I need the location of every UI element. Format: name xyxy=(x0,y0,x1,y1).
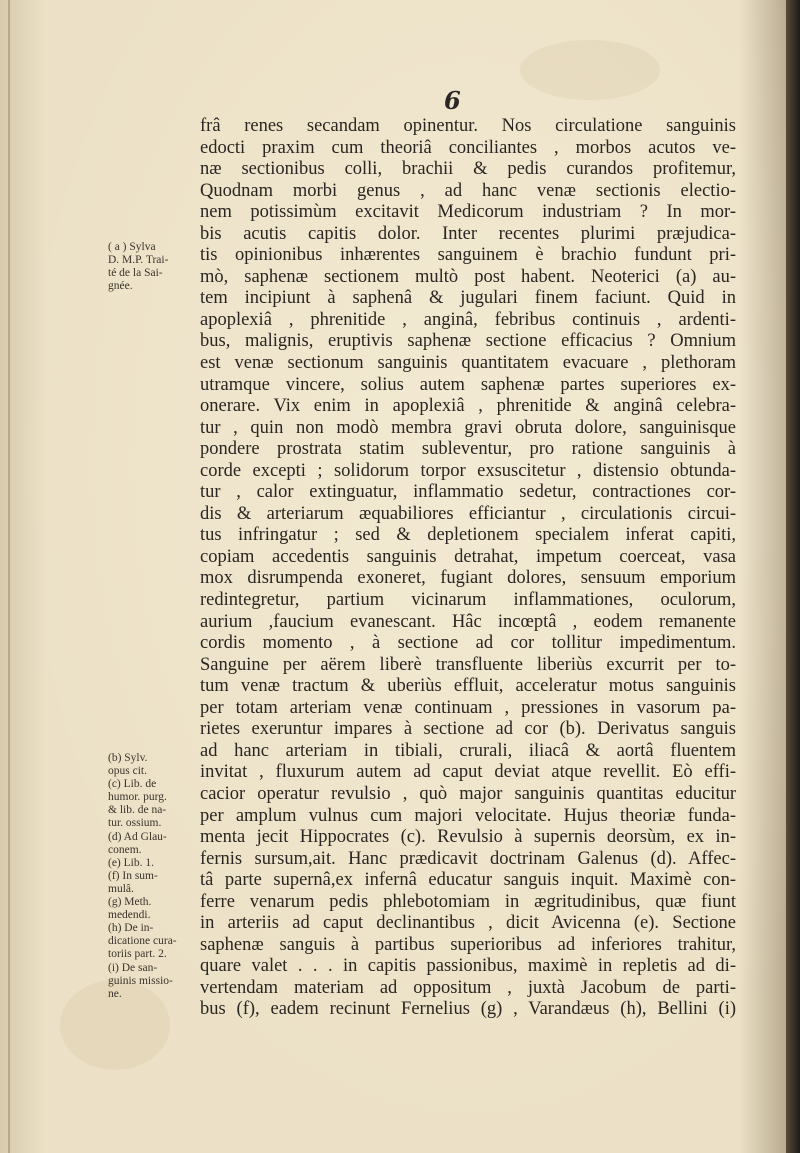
text-line: mox disrumpenda exoneret, fugiant dolores, sensuum emporium xyxy=(200,568,736,589)
marginal-note-line: (c) Lib. de xyxy=(108,778,157,791)
text-line: cordis momento , à sectione ad cor tollitur impedimentum. xyxy=(200,633,736,654)
page-edge-rule xyxy=(8,0,10,1153)
text-line: næ sectionibus colli, brachii & pedis curandos profitemur, xyxy=(200,159,736,180)
text-line: ad hanc arteriam in tibiali, crurali, iliacâ & aortâ fluentem xyxy=(200,740,736,761)
text-line: utramque vincere, solius autem saphenæ partes superiores ex- xyxy=(200,374,736,395)
marginal-note-line: opus cit. xyxy=(108,765,147,778)
text-line: bis acutis capitis dolor. Inter recentes plurimi præjudica- xyxy=(200,223,736,244)
text-line: bus, malignis, eruptivis saphenæ sectione efficacius ? Omnium xyxy=(200,331,736,352)
text-line: tus infringatur ; sed & depletionem specialem inferat capiti, xyxy=(200,525,736,546)
marginal-note-line: toriis part. 2. xyxy=(108,948,167,961)
text-line: vertendam materiam ad oppositum , juxtà Jacobum de parti- xyxy=(200,977,736,998)
text-line: invitat , fluxurum autem ad caput deviat atque revellit. Eò effi- xyxy=(200,762,736,783)
text-line: mò, saphenæ sectionem multò post habent. Neoterici (a) au- xyxy=(200,266,736,287)
text-line: nem potissimùm excitavit Medicorum industriam ? In mor- xyxy=(200,202,736,223)
main-text-block xyxy=(200,116,736,1021)
text-line: tum venæ tractum & uberiùs effluit, acceleratur motus sanguinis xyxy=(200,676,736,697)
text-line: tur , quin non modò membra gravi obruta dolore, sanguinisque xyxy=(200,417,736,438)
marginal-note-line: ( a ) Sylva xyxy=(108,241,156,253)
text-line: tem incipiunt à saphenâ & jugulari finem faciunt. Quid in xyxy=(200,288,736,309)
text-line: tâ parte supernâ,ex infernâ educatur sanguis inquit. Maximè con- xyxy=(200,870,736,891)
text-line: tur , calor extinguatur, inflammatio sedetur, contractiones cor- xyxy=(200,482,736,503)
marginal-note-line: (e) Lib. 1. xyxy=(108,856,154,869)
text-line: tis opinionibus inhærentes sanguinem è brachio fundunt pri- xyxy=(200,245,736,266)
marginal-note-line: (f) In sum- xyxy=(108,869,158,882)
text-line: onerare. Vix enim in apoplexiâ , phrenitide & anginâ celebra- xyxy=(200,396,736,417)
marginal-note-line: (b) Sylv. xyxy=(108,752,148,764)
marginal-note-line: (i) De san- xyxy=(108,961,158,974)
marginal-note-line: dicatione cura- xyxy=(108,935,177,948)
text-line: Sanguine per aërem liberè transfluente liberiùs excurrit per to- xyxy=(200,654,736,675)
text-line: per amplum vulnus cum majori velocitate. Hujus theoriæ funda- xyxy=(200,805,736,826)
text-line: ferre venarum pedis phlebotomiam in ægritudinibus, quæ fiunt xyxy=(200,891,736,912)
marginal-notes-b-to-i xyxy=(108,752,192,1001)
marginal-note-line: conem. xyxy=(108,843,142,856)
page-number: 6 xyxy=(444,86,461,115)
text-line: pondere prostrata statim subleventur, pro ratione sanguinis à xyxy=(200,439,736,460)
marginal-note-line: (h) De in- xyxy=(108,922,154,935)
text-line: aurium ,faucium evanescant. Hâc incœptâ , eodem remanente xyxy=(200,611,736,632)
text-line: quare valet . . . in capitis passionibus, maximè in repletis ad di- xyxy=(200,956,736,977)
text-line: bus (f), eadem recinunt Fernelius (g) , Varandæus (h), Bellini (i) xyxy=(200,999,736,1020)
book-spine-shadow xyxy=(786,0,800,1153)
text-line: rietes exeruntur impares à sectione ad cor (b). Derivatus sanguis xyxy=(200,719,736,740)
text-line: est venæ sectionum sanguinis quantitatem evacuare , plethoram xyxy=(200,353,736,374)
marginal-note-line: (d) Ad Glau- xyxy=(108,830,167,843)
text-line: cacior operatur revulsio , quò major sanguinis quantitas educitur xyxy=(200,783,736,804)
marginal-note-line: (g) Meth. xyxy=(108,896,152,909)
marginal-note-line: ne. xyxy=(108,987,122,1000)
marginal-note-line: guinis missio- xyxy=(108,974,173,987)
text-line: in arteriis ad caput declinantibus , dicit Avicenna (e). Sectione xyxy=(200,913,736,934)
marginal-note-a xyxy=(108,241,192,293)
text-line: corde excepti ; solidorum torpor exsuscitetur , distensio obtunda- xyxy=(200,460,736,481)
text-line: frâ renes secandam opinentur. Nos circulatione sanguinis xyxy=(200,116,736,136)
marginal-note-line: gnée. xyxy=(108,280,133,293)
marginal-note-line: humor. purg. xyxy=(108,791,167,804)
text-line: fernis sursum,ait. Hanc prædicavit doctrinam Galenus (d). Affec- xyxy=(200,848,736,869)
text-line: copiam accedentis sanguinis detrahat, impetum coerceat, vasa xyxy=(200,546,736,567)
marginal-note-line: tur. ossium. xyxy=(108,817,162,830)
text-line: per totam arteriam venæ continuam , pressiones in vasorum pa- xyxy=(200,697,736,718)
marginal-note-line: medendi. xyxy=(108,909,151,922)
marginal-note-line: & lib. de na- xyxy=(108,804,167,817)
marginal-note-line: D. M.P. Trai- xyxy=(108,254,169,267)
paper-stain xyxy=(520,40,660,100)
text-line: apoplexiâ , phrenitide , anginâ, febribus continuis , ardenti- xyxy=(200,309,736,330)
text-line: dis & arteriarum æquabiliores efficiantur , circulationis circui- xyxy=(200,503,736,524)
text-line: saphenæ sanguis à partibus superioribus ad inferiores trahitur, xyxy=(200,934,736,955)
text-line: Quodnam morbi genus , ad hanc venæ sectionis electio- xyxy=(200,180,736,201)
marginal-note-line: mulâ. xyxy=(108,882,134,895)
text-line: redintegretur, partium vicinarum inflammationes, oculorum, xyxy=(200,590,736,611)
text-line: edocti praxim cum theoriâ conciliantes , morbos acutos ve- xyxy=(200,137,736,158)
marginal-note-line: té de la Sai- xyxy=(108,267,163,280)
text-line: menta jecit Hippocrates (c). Revulsio à supernis deorsùm, ex in- xyxy=(200,827,736,848)
